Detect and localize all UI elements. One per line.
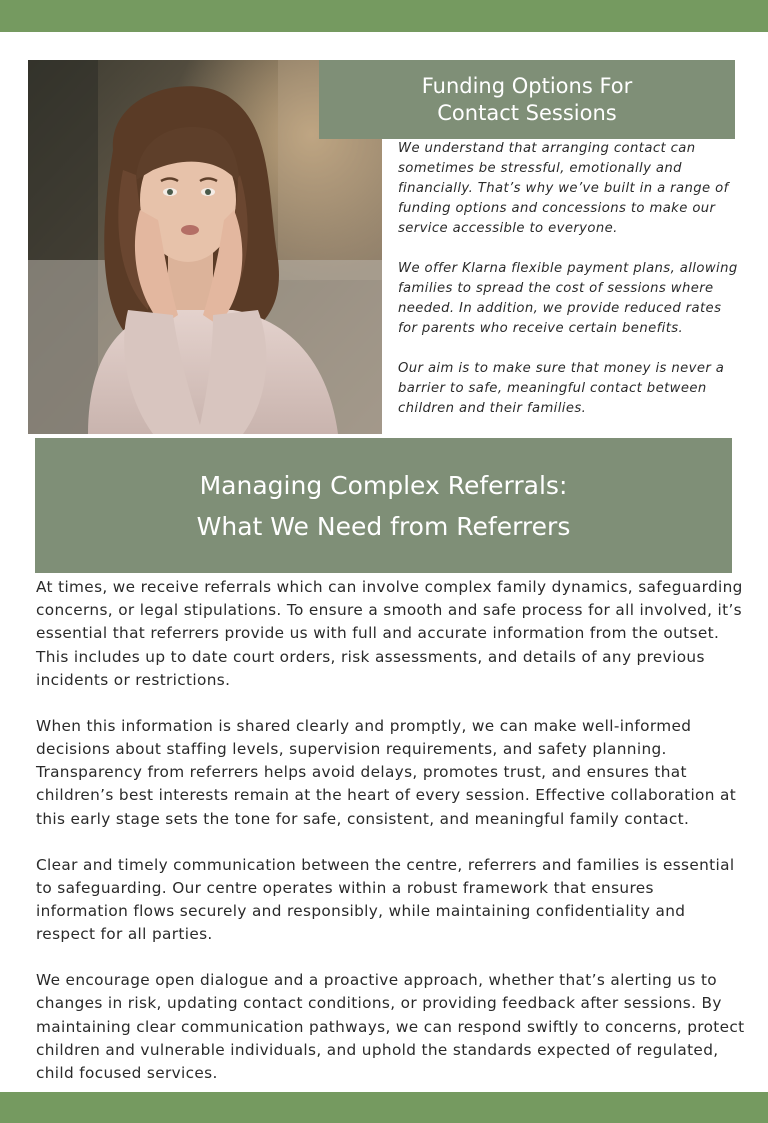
managing-heading-line-1: Managing Complex Referrals:: [199, 470, 568, 500]
funding-heading-line-2: Contact Sessions: [437, 100, 617, 125]
funding-heading-line-1: Funding Options For: [421, 73, 633, 98]
managing-paragraph: Clear and timely communication between the centre, referrers and families is essential to safeguarding. Our centre operates within a robust framework that ensures information flows securely and responsibly, while maintaining confidentiality and respect for all parties.: [36, 855, 735, 944]
funding-heading: [319, 60, 735, 139]
bottom-band: [0, 1092, 768, 1123]
managing-heading: [35, 438, 732, 573]
managing-paragraph: We encourage open dialogue and a proactive approach, whether that’s alerting us to changes in risk, updating contact conditions, or providing feedback after sessions. By maintaining clear communication pathways, we can respond swiftly to concerns, protect children and vulnerable individuals, and uphold the standards expected of regulated, child focused services.: [36, 971, 745, 1083]
managing-heading-line-2: What We Need from Referrers: [196, 511, 571, 541]
funding-paragraph: We offer Klarna flexible payment plans, allowing families to spread the cost of sessions where needed. In addition, we provide reduced rates for parents who receive certain benefits.: [398, 261, 738, 336]
managing-text: [36, 576, 748, 1085]
top-band: [0, 0, 768, 32]
managing-paragraph: When this information is shared clearly and promptly, we can make well-informed decisions about staffing levels, supervision requirements, and safety planning. Transparency from referrers helps avoid delays, promotes trust, and ensures that children’s best interests remain at the heart of every session. Effective collaboration at this early stage sets the tone for safe, consistent, and meaningful family contact.: [36, 716, 737, 828]
managing-paragraph: At times, we receive referrals which can involve complex family dynamics, safeguarding concerns, or legal stipulations. To ensure a smooth and safe process for all involved, it’s essential that referrers provide us with full and accurate information from the outset. This includes up to date court orders, risk assessments, and details of any previous incidents or restrictions.: [36, 578, 743, 689]
funding-paragraph: Our aim is to make sure that money is never a barrier to safe, meaningful contact between children and their families.: [398, 361, 725, 416]
funding-paragraph: We understand that arranging contact can sometimes be stressful, emotionally and financially. That’s why we’ve built in a range of funding options and concessions to make our service accessible to everyone.: [398, 141, 729, 236]
funding-text: [398, 139, 738, 419]
